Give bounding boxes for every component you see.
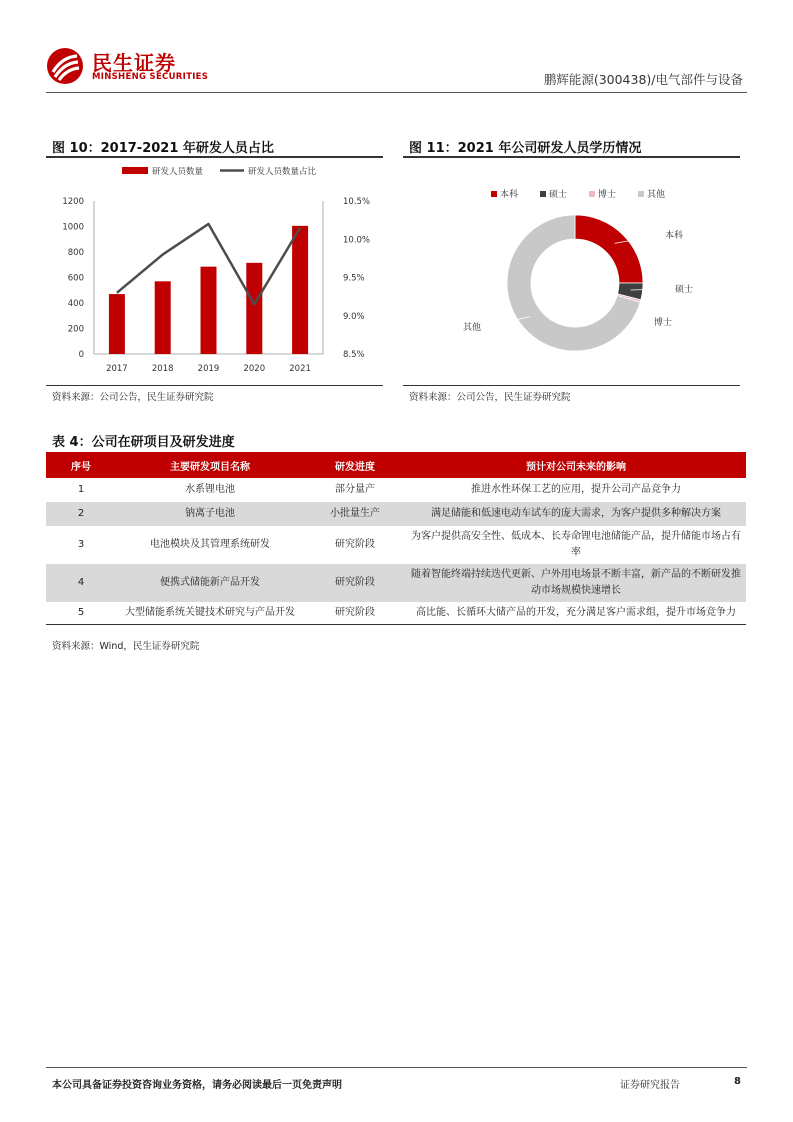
cell-progress: 部分量产 [335, 484, 375, 495]
header-cell-progress: 研发进度 [304, 452, 406, 478]
table4-title: 表 4：公司在研项目及研发进度 [52, 435, 235, 450]
bar [201, 267, 217, 354]
page-number: 8 [734, 1076, 741, 1087]
bar [246, 263, 262, 354]
fig11-source-rule [403, 385, 740, 386]
slice-label: 本科 [665, 231, 684, 241]
y2-tick-label: 10.5% [343, 197, 371, 207]
y-tick-label: 600 [67, 273, 84, 284]
y2-tick-label: 9.5% [343, 273, 365, 284]
fig11-chart [403, 158, 740, 384]
rd-projects-table [46, 452, 746, 625]
x-tick-label: 2020 [243, 364, 266, 374]
report-subject: 鹏辉能源(300438)/电气部件与设备 [543, 72, 743, 87]
cell-name: 钠离子电池 [116, 502, 304, 526]
y-tick-label: 200 [67, 324, 84, 335]
table-row [46, 564, 746, 602]
slice-label: 其他 [463, 323, 482, 333]
cell-name: 大型储能系统关键技术研究与产品开发 [116, 602, 304, 625]
x-tick-label: 2021 [289, 364, 311, 374]
fig11-title: 图 11：2021 年公司研发人员学历情况 [409, 141, 642, 156]
fig10-chart [46, 158, 383, 384]
bar [292, 226, 308, 354]
cell-progress: 研究阶段 [335, 539, 375, 550]
table4-source: 资料来源：Wind，民生证券研究院 [52, 641, 200, 652]
y-tick-label: 0 [78, 350, 84, 360]
header-divider [46, 92, 747, 93]
x-tick-label: 2017 [106, 364, 128, 374]
y-tick-label: 1000 [62, 222, 84, 233]
cell-no: 2 [46, 502, 116, 526]
legend-swatch [589, 191, 595, 197]
logo-chinese-name: 民生证券 [92, 51, 176, 75]
cell-progress: 小批量生产 [304, 502, 406, 526]
legend-swatch [540, 191, 546, 197]
x-tick-label: 2018 [151, 364, 174, 374]
cell-impact: 高比能、长循环大储产品的开发，充分满足客户需求组，提升市场竞争力 [406, 602, 746, 625]
cell-progress: 研究阶段 [304, 564, 406, 602]
fig10-source-rule [46, 385, 383, 386]
y2-tick-label: 9.0% [343, 311, 365, 322]
fig11-source: 资料来源：公司公告，民生证券研究院 [409, 392, 571, 403]
donut-slice [575, 215, 643, 283]
legend-label-line: 研发人员数量占比 [248, 167, 317, 177]
cell-name: 水系锂电池 [185, 484, 235, 495]
y-tick-label: 800 [67, 248, 84, 258]
table-row [46, 526, 746, 564]
table-row [46, 478, 746, 502]
legend-swatch-bar [122, 167, 148, 174]
y-tick-label: 400 [67, 299, 84, 309]
footer-divider [46, 1067, 747, 1068]
cell-no: 4 [46, 564, 116, 602]
table-row [46, 502, 746, 526]
footer-report-type: 证券研究报告 [620, 1080, 680, 1091]
table-row [46, 602, 746, 625]
cell-name: 便携式储能新产品开发 [116, 564, 304, 602]
cell-impact: 随着智能终端持续迭代更新、户外用电场景不断丰富，新产品的不断研发推动市场规模快速增长 [406, 564, 746, 602]
cell-name: 电池模块及其管理系统研发 [150, 539, 270, 550]
slice-label: 硕士 [675, 285, 694, 295]
cell-no: 5 [46, 602, 116, 625]
y-tick-label: 1200 [62, 197, 84, 207]
cell-impact: 推进水性环保工艺的应用，提升公司产品竞争力 [471, 484, 681, 495]
cell-impact: 满足储能和低速电动车试车的庞大需求，为客户提供多种解决方案 [406, 502, 746, 526]
cell-no: 3 [77, 539, 85, 550]
y2-tick-label: 8.5% [343, 350, 365, 360]
legend-label-bar: 研发人员数量 [152, 167, 204, 177]
header-cell-no: 序号 [46, 452, 116, 478]
legend-swatch [491, 191, 497, 197]
cell-progress: 研究阶段 [304, 602, 406, 625]
legend-label: 其他 [647, 190, 666, 200]
bar [109, 294, 125, 354]
minsheng-logo-icon [46, 47, 84, 85]
legend-swatch [638, 191, 644, 197]
header-cell-name: 主要研发项目名称 [116, 452, 304, 478]
cell-no: 1 [77, 484, 85, 495]
legend-label: 博士 [598, 190, 617, 200]
logo-english-name: MINSHENG SECURITIES [92, 72, 209, 82]
header-cell-impact: 预计对公司未来的影响 [406, 452, 746, 478]
fig10-title: 图 10：2017-2021 年研发人员占比 [52, 141, 274, 156]
y2-tick-label: 10.0% [343, 235, 371, 246]
cell-impact: 为客户提供高安全性、低成本、长寿命锂电池储能产品，提升储能市场占有率 [411, 531, 741, 558]
fig10-source: 资料来源：公司公告，民生证券研究院 [52, 392, 214, 403]
legend-label: 硕士 [549, 190, 568, 200]
slice-label: 博士 [654, 318, 673, 328]
footer-disclaimer: 本公司具备证券投资咨询业务资格，请务必阅读最后一页免责声明 [52, 1080, 342, 1091]
x-tick-label: 2019 [197, 364, 220, 374]
bar [155, 281, 171, 354]
table-header-row [46, 452, 746, 478]
legend-label: 本科 [500, 190, 519, 200]
